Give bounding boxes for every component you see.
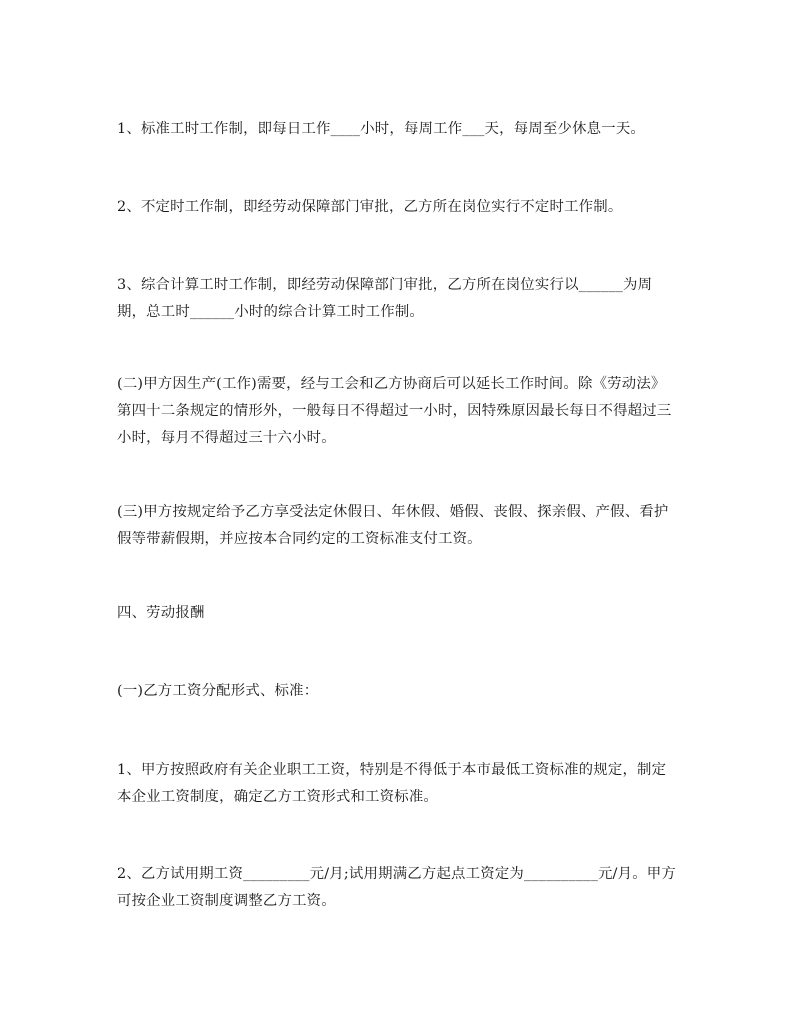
clause-probation-wage: 2、乙方试用期工资_________元/月;试用期满乙方起点工资定为__________元/月。甲方可按企业工资制度调整乙方工资。 bbox=[117, 866, 676, 909]
clause-flexible-hours: 2、不定时工作制，即经劳动保障部门审批，乙方所在岗位实行不定时工作制。 bbox=[117, 199, 623, 215]
clause-comprehensive-hours: 3、综合计算工时工作制，即经劳动保障部门审批，乙方所在岗位实行以______为周期，总工时______小时的综合计算工时工作制。 bbox=[117, 277, 653, 320]
clause-wage-system: 1、甲方按照政府有关企业职工工资，特别是不得低于本市最低工资标准的规定，制定本企业工资制度，确定乙方工资形式和工资标准。 bbox=[117, 762, 667, 805]
clause-wage-form: (一)乙方工资分配形式、标准： bbox=[117, 683, 319, 699]
clause-standard-hours: 1、标准工时工作制，即每日工作____小时，每周工作___天，每周至少休息一天。 bbox=[117, 121, 646, 137]
clause-paid-leave: (三)甲方按规定给予乙方享受法定休假日、年休假、婚假、丧假、探亲假、产假、看护假等带薪假期，并应按本合同约定的工资标准支付工资。 bbox=[117, 504, 669, 547]
section-heading-remuneration: 四、劳动报酬 bbox=[117, 605, 205, 621]
clause-overtime: (二)甲方因生产(工作)需要，经与工会和乙方协商后可以延长工作时间。除《劳动法》第四十二条规定的情形外，一般每日不得超过一小时，因特殊原因最长每日不得超过三小时，每月不得超过三十六小时。 bbox=[117, 376, 672, 446]
